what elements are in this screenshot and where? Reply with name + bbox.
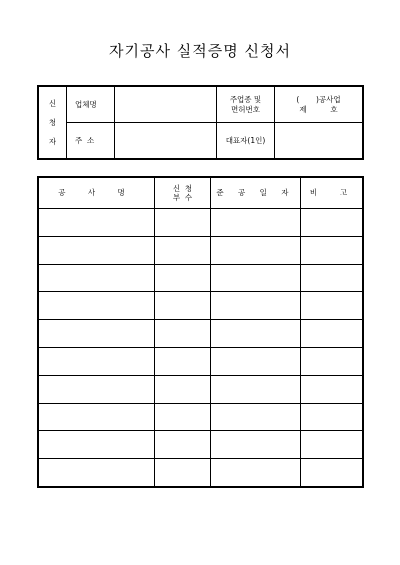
- remarks-field[interactable]: [301, 403, 363, 431]
- completion-date-field[interactable]: [211, 209, 301, 237]
- request-count-field[interactable]: [155, 292, 211, 320]
- project-name-field[interactable]: [39, 292, 155, 320]
- project-history-table: [38, 177, 363, 487]
- completion-date-field[interactable]: [211, 264, 301, 292]
- completion-date-field[interactable]: [211, 236, 301, 264]
- completion-date-field[interactable]: [211, 459, 301, 487]
- project-name-field[interactable]: [39, 320, 155, 348]
- project-name-field[interactable]: [39, 431, 155, 459]
- project-name-field[interactable]: [39, 347, 155, 375]
- table-row: [39, 209, 363, 237]
- request-count-field[interactable]: [155, 347, 211, 375]
- request-count-field[interactable]: [155, 431, 211, 459]
- address-field[interactable]: [115, 123, 217, 159]
- completion-date-field[interactable]: [211, 347, 301, 375]
- company-label: 업체명: [67, 87, 115, 123]
- table-row: [39, 292, 363, 320]
- request-count-field[interactable]: [155, 403, 211, 431]
- request-count-field[interactable]: [155, 320, 211, 348]
- applicant-table: [38, 86, 363, 159]
- completion-date-field[interactable]: [211, 292, 301, 320]
- remarks-field[interactable]: [301, 292, 363, 320]
- project-name-field[interactable]: [39, 264, 155, 292]
- license-value-line2: 제 호: [299, 104, 338, 114]
- document-title: 자기공사 실적증명 신청서: [109, 42, 291, 60]
- header-remarks: 비 고: [301, 178, 363, 209]
- table-row: [39, 347, 363, 375]
- header-project-name: 공 사 명: [39, 178, 155, 209]
- remarks-field[interactable]: [301, 375, 363, 403]
- applicant-side-char-1: 신: [48, 99, 57, 108]
- completion-date-field[interactable]: [211, 431, 301, 459]
- request-count-field[interactable]: [155, 236, 211, 264]
- completion-date-field[interactable]: [211, 375, 301, 403]
- license-label-line2: 면허번호: [231, 104, 260, 114]
- table-row: [39, 431, 363, 459]
- header-request-count-line2: 부 수: [172, 193, 193, 202]
- completion-date-field[interactable]: [211, 403, 301, 431]
- request-count-field[interactable]: [155, 459, 211, 487]
- remarks-field[interactable]: [301, 236, 363, 264]
- request-count-field[interactable]: [155, 375, 211, 403]
- table-row: [39, 459, 363, 487]
- table-row: [39, 236, 363, 264]
- project-name-field[interactable]: [39, 459, 155, 487]
- header-request-count: [155, 178, 211, 209]
- address-label: 주 소: [67, 123, 115, 159]
- representative-field[interactable]: [275, 123, 363, 159]
- license-label-line1: 주업종 및: [229, 95, 262, 105]
- applicant-side-char-2: 청: [48, 118, 57, 127]
- table-row: [39, 375, 363, 403]
- project-name-field[interactable]: [39, 236, 155, 264]
- remarks-field[interactable]: [301, 431, 363, 459]
- project-name-field[interactable]: [39, 375, 155, 403]
- applicant-side-label: [39, 87, 67, 159]
- license-label: [217, 87, 275, 123]
- remarks-field[interactable]: [301, 320, 363, 348]
- completion-date-field[interactable]: [211, 320, 301, 348]
- license-value-line1: ( )공사업: [296, 95, 341, 105]
- project-name-field[interactable]: [39, 403, 155, 431]
- table-row: [39, 320, 363, 348]
- table-row: [39, 403, 363, 431]
- remarks-field[interactable]: [301, 347, 363, 375]
- header-completion-date: 준 공 일 자: [211, 178, 301, 209]
- remarks-field[interactable]: [301, 209, 363, 237]
- history-header-row: [39, 178, 363, 209]
- representative-label: 대표자(1인): [217, 123, 275, 159]
- request-count-field[interactable]: [155, 209, 211, 237]
- company-field[interactable]: [115, 87, 217, 123]
- project-name-field[interactable]: [39, 209, 155, 237]
- header-request-count-line1: 신 청: [172, 183, 193, 193]
- remarks-field[interactable]: [301, 459, 363, 487]
- remarks-field[interactable]: [301, 264, 363, 292]
- license-field[interactable]: [275, 87, 363, 123]
- table-row: [39, 264, 363, 292]
- applicant-side-char-3: 자: [48, 137, 57, 146]
- request-count-field[interactable]: [155, 264, 211, 292]
